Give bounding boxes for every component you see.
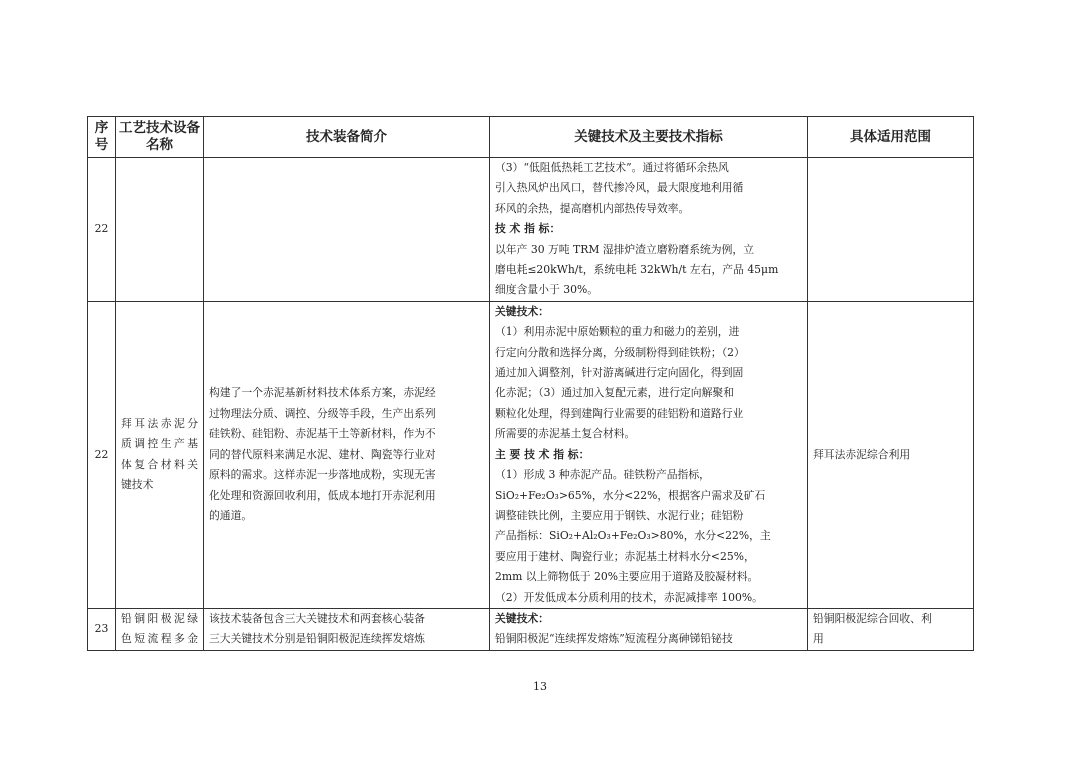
row-index: 22 — [88, 301, 116, 608]
key-tech-line: 化赤泥；（3）通过加入复配元素，进行定向解聚和 — [495, 386, 734, 400]
header-index: 序号 — [88, 117, 116, 158]
key-tech-line: 调整硅铁比例，主要应用于钢铁、水泥行业；硅铝粉 — [495, 508, 744, 522]
name-line: 色短流程多金 — [121, 632, 198, 646]
table-row — [88, 301, 974, 608]
scope-line: 铅铜阳极泥综合回收、利 — [813, 611, 932, 625]
intro-line: 化处理和资源回收利用，低成本地打开赤泥利用 — [209, 488, 436, 502]
row-key-tech-cell — [490, 608, 808, 650]
key-tech-line: SiO₂+Fe₂O₃>65%，水分<22%，根据客户需求及矿石 — [495, 488, 766, 502]
table-row — [88, 608, 974, 650]
row-key-tech-cell — [490, 301, 808, 608]
key-tech-line: 磨电耗≤20kWh/t，系统电耗 32kWh/t 左右，产品 45μm — [495, 263, 779, 277]
key-tech-line: 行定向分散和选择分离，分级制粉得到硅铁粉；（2） — [495, 345, 745, 359]
row-name-cell — [116, 608, 204, 650]
key-tech-line: 细度含量小于 30%。 — [495, 283, 599, 297]
key-tech-line: （1）形成 3 种赤泥产品。硅铁粉产品指标， — [495, 468, 710, 482]
key-tech-line: 环风的余热，提高磨机内部热传导效率。 — [495, 201, 690, 215]
intro-line: 的通道。 — [209, 508, 253, 522]
header-scope: 具体适用范围 — [808, 117, 974, 158]
key-tech-line: 要应用于建材、陶瓷行业；赤泥基土材料水分<25%， — [495, 549, 755, 563]
row-index: 22 — [88, 158, 116, 302]
table-row — [88, 158, 974, 302]
key-tech-subheading: 技 术 指 标： — [495, 222, 561, 236]
intro-line: 该技术装备包含三大关键技术和两套核心装备 — [209, 611, 425, 625]
page-number: 13 — [533, 680, 547, 693]
header-name: 工艺技术设备名称 — [116, 117, 204, 158]
table-header-row — [88, 117, 974, 158]
header-key-tech: 关键技术及主要技术指标 — [490, 117, 808, 158]
name-line: 体复合材料关 — [121, 457, 198, 471]
key-tech-line: 所需要的赤泥基土复合材料。 — [495, 427, 636, 441]
key-tech-line: 引入热风炉出风口，替代掺冷风，最大限度地利用循 — [495, 181, 744, 195]
technology-table — [87, 116, 974, 651]
header-intro: 技术装备简介 — [204, 117, 490, 158]
row-name-cell — [116, 301, 204, 608]
key-tech-line: 2mm 以上筛物低于 20%主要应用于道路及胶凝材料。 — [495, 570, 759, 584]
key-tech-line: 产品指标：SiO₂+Al₂O₃+Fe₂O₃>80%，水分<22%，主 — [495, 529, 771, 543]
key-tech-line: 铅铜阳极泥“连续挥发熔炼”短流程分离砷锑铅铋技 — [495, 632, 733, 646]
key-tech-line: （1）利用赤泥中原始颗粒的重力和磁力的差别，进 — [495, 325, 740, 339]
row-intro-cell — [204, 301, 490, 608]
key-tech-line: （3）“低阻低热耗工艺技术”。通过将循环余热风 — [495, 161, 729, 174]
row-intro-cell — [204, 608, 490, 650]
intro-line: 原料的需求。这样赤泥一步落地成粉，实现无害 — [209, 468, 436, 482]
intro-line: 构建了一个赤泥基新材料技术体系方案，赤泥经 — [209, 386, 436, 400]
key-tech-subheading: 关键技术： — [495, 304, 549, 318]
row-key-tech-cell — [490, 158, 808, 302]
name-line: 质调控生产基 — [121, 437, 198, 451]
intro-line: 硅铁粉、硅铝粉、赤泥基干土等新材料，作为不 — [209, 427, 436, 441]
row-name-cell — [116, 158, 204, 302]
key-tech-subheading: 关键技术： — [495, 611, 549, 625]
key-tech-line: （2）开发低成本分质利用的技术，赤泥减排率 100%。 — [495, 590, 763, 604]
name-line: 铅铜阳极泥绿 — [121, 611, 198, 625]
name-line: 拜耳法赤泥分 — [121, 417, 198, 431]
scope-text: 拜耳法赤泥综合利用 — [813, 447, 911, 461]
row-scope-cell — [808, 301, 974, 608]
row-scope-cell — [808, 158, 974, 302]
row-index: 23 — [88, 608, 116, 650]
intro-line: 同的替代原料来满足水泥、建材、陶瓷等行业对 — [209, 447, 436, 461]
row-intro-cell — [204, 158, 490, 302]
scope-line: 用 — [813, 632, 824, 646]
key-tech-line: 颗粒化处理，得到建陶行业需要的硅铝粉和道路行业 — [495, 406, 744, 420]
name-line: 键技术 — [121, 478, 154, 492]
key-tech-line: 以年产 30 万吨 TRM 湿排炉渣立磨粉磨系统为例，立 — [495, 242, 754, 256]
intro-line: 过物理法分质、调控、分级等手段，生产出系列 — [209, 406, 436, 420]
key-tech-subheading: 主 要 技 术 指 标： — [495, 447, 590, 461]
intro-line: 三大关键技术分别是铅铜阳极泥连续挥发熔炼 — [209, 632, 425, 646]
key-tech-line: 通过加入调整剂，针对游离碱进行定向固化，得到固 — [495, 366, 744, 380]
row-scope-cell — [808, 608, 974, 650]
